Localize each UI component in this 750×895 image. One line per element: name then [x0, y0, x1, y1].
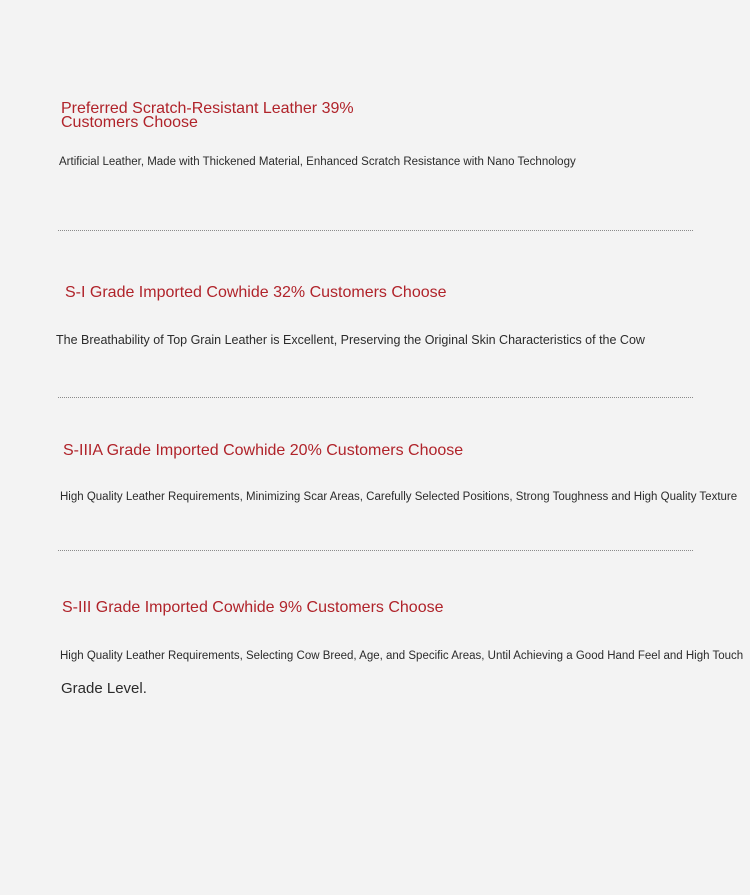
grade-level-note: Grade Level.: [61, 680, 147, 697]
section-description-s-iiia-grade: High Quality Leather Requirements, Minimizing Scar Areas, Carefully Selected Positions, Strong Toughness and High Quality Texture: [60, 491, 738, 503]
section-description-scratch-resistant: Artificial Leather, Made with Thickened Material, Enhanced Scratch Resistance with Nano Technology: [59, 156, 576, 168]
dotted-divider: [58, 397, 693, 398]
section-title-scratch-resistant: Preferred Scratch-Resistant Leather 39% Customers Choose: [61, 100, 354, 131]
dotted-divider: [58, 230, 693, 231]
section-title-s-i-grade: S-I Grade Imported Cowhide 32% Customers Choose: [65, 284, 447, 301]
section-title-s-iii-grade: S-III Grade Imported Cowhide 9% Customers Choose: [62, 599, 444, 616]
section-title-s-iiia-grade: S-IIIA Grade Imported Cowhide 20% Customers Choose: [63, 442, 464, 459]
section-description-s-i-grade: The Breathability of Top Grain Leather is Excellent, Preserving the Original Skin Characteristics of the Cow: [56, 333, 645, 347]
section-description-s-iii-grade: High Quality Leather Requirements, Selecting Cow Breed, Age, and Specific Areas, Until Achieving a Good Hand Feel and High Touch: [60, 650, 744, 662]
dotted-divider: [58, 550, 693, 551]
